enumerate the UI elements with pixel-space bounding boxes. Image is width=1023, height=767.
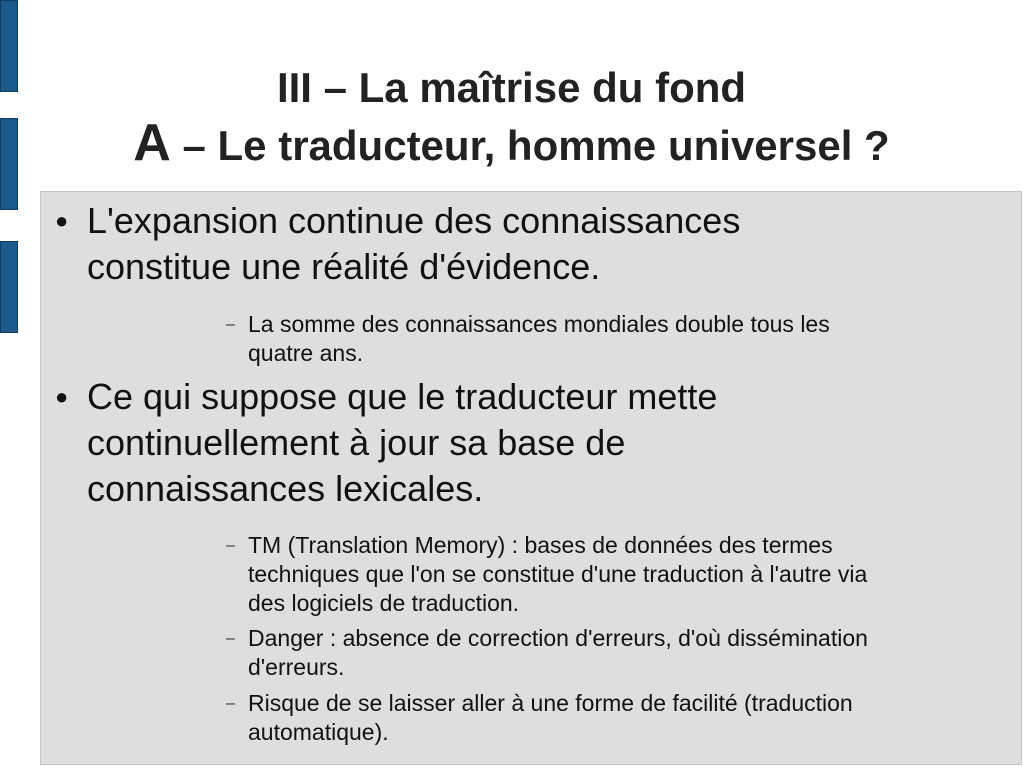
dash-icon: – — [226, 316, 235, 333]
slide-title — [30, 62, 993, 175]
sub-text-line: automatique). — [248, 719, 389, 745]
sub-text-line: TM (Translation Memory) : bases de données des termes — [248, 532, 833, 558]
bullet-text-line: constitue une réalité d'évidence. — [87, 246, 601, 287]
dash-icon: – — [226, 695, 235, 712]
left-accent-bar — [0, 241, 18, 333]
sub-text-line: des logiciels de traduction. — [248, 590, 520, 616]
sub-text-line: techniques que l'on se constitue d'une traduction à l'autre via — [248, 561, 868, 587]
bullet-icon: ● — [55, 208, 69, 233]
sub-text-line: d'erreurs. — [248, 654, 345, 680]
sub-item — [226, 624, 968, 682]
bullet-text-line: connaissances lexicales. — [87, 468, 484, 509]
sub-text-line: Risque de se laisser aller à une forme de facilité (traduction — [248, 690, 853, 716]
sub-item — [226, 531, 968, 618]
bullet-text-line: Ce qui suppose que le traducteur mette — [87, 376, 718, 417]
bullet-item — [55, 198, 741, 290]
sub-text-line: Danger : absence de correction d'erreurs, d'où dissémination — [248, 625, 868, 651]
content-panel — [40, 191, 1022, 765]
title-letter-a: A — [133, 114, 171, 172]
sub-item — [226, 310, 968, 368]
title-line-2 — [30, 114, 993, 175]
bullet-item — [55, 374, 718, 512]
sub-text-line: La somme des connaissances mondiales double tous les — [248, 311, 830, 337]
left-accent-bar — [0, 118, 18, 210]
bullet-text-line: L'expansion continue des connaissances — [87, 200, 741, 241]
title-line-1: III – La maîtrise du fond — [276, 64, 747, 111]
bullet-icon: ● — [55, 384, 69, 409]
dash-icon: – — [226, 537, 235, 554]
title-line-2-text: – Le traducteur, homme universel ? — [170, 122, 890, 169]
bullet-text-line: continuellement à jour sa base de — [87, 422, 626, 463]
left-accent-bar — [0, 0, 18, 92]
sub-item — [226, 689, 968, 747]
sub-text-line: quatre ans. — [248, 340, 364, 366]
dash-icon: – — [226, 630, 235, 647]
